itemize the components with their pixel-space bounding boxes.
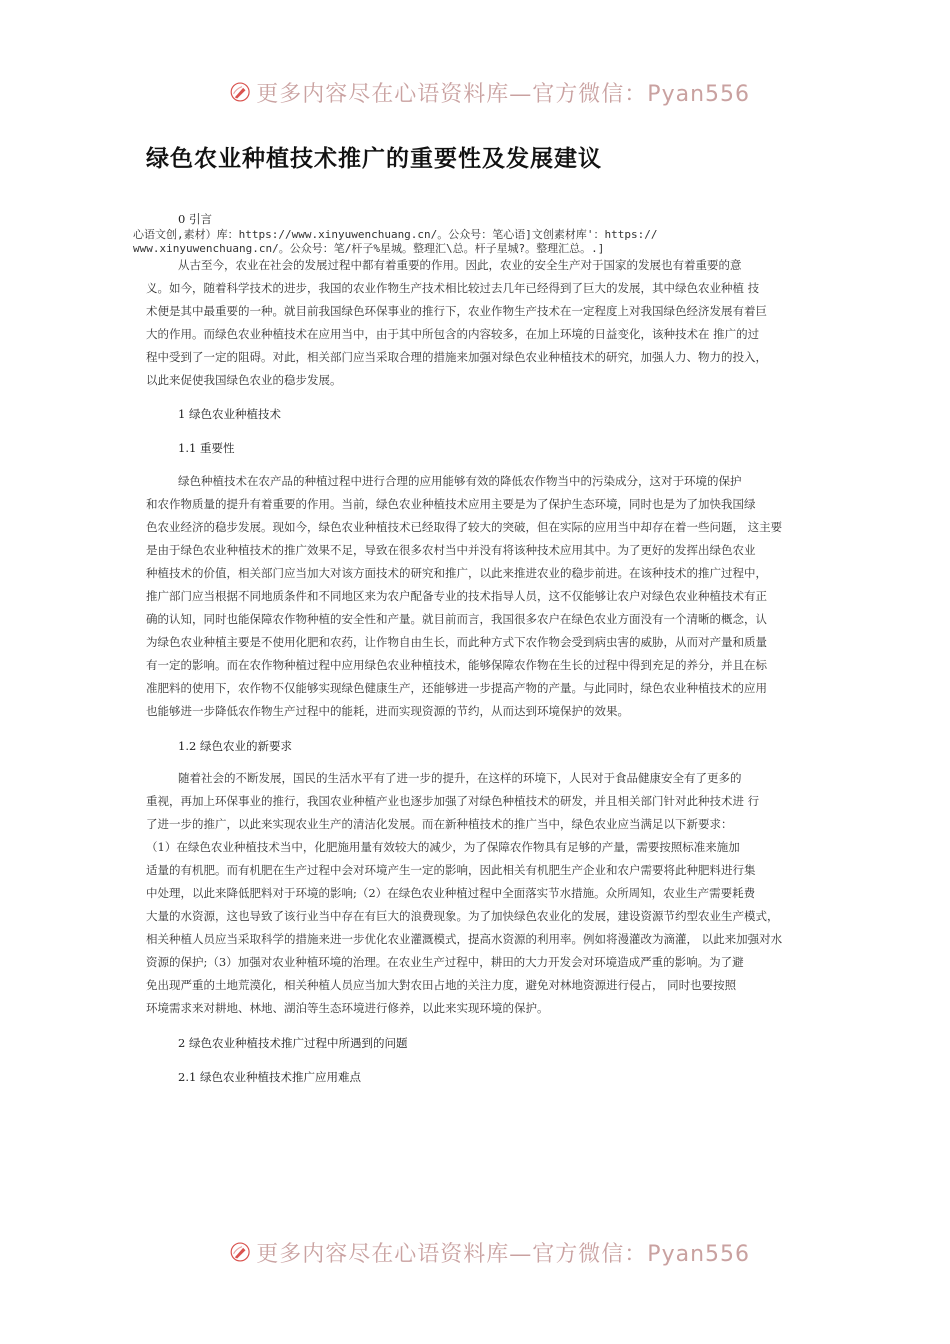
banner-text xyxy=(256,77,750,108)
document-title: 绿色农业种植技术推广的重要性及发展建议 xyxy=(146,146,602,172)
paragraph-line: （1）在绿色农业种植技术当中，化肥施用量有效较大的减少，为了保障农作物具有足够的产量，需要按照标准来施加 xyxy=(146,840,740,854)
paragraph-line: 环境需求来对耕地、林地、湖泊等生态环境进行修养，以此来实现环境的保护。 xyxy=(146,1001,549,1015)
paragraph-line: 色农业经济的稳步发展。现如今，绿色农业种植技术已经取得了较大的突破，但在实际的应用当中却存在着一些问题， 这主要 xyxy=(146,520,783,534)
watermark-line: 心语文创,素材）库：https://www.xinyuwenchuang.cn/。公众号：笔心语]文创素材库'：https:// xyxy=(133,228,658,241)
paragraph-line: 有一定的影响。而在农作物种植过程中应用绿色农业种植技术，能够保障农作物在生长的过程中得到充足的养分，并且在标 xyxy=(146,658,767,672)
footer-banner xyxy=(230,1232,750,1272)
paragraph-line: 术便是其中最重要的一种。就目前我国绿色环保事业的推行下，农业作物生产技术在一定程度上对我国绿色经济发展有着巨 xyxy=(146,304,767,318)
paragraph-line: 相关种植人员应当采取科学的措施来进一步优化农业灌溉模式，提高水资源的利用率。例如将漫灌改为滴灌， 以此来加强对水 xyxy=(146,932,783,946)
subsection-heading: 1.2 绿色农业的新要求 xyxy=(178,739,292,753)
paragraph-line: 从古至今，农业在社会的发展过程中都有着重要的作用。因此，农业的安全生产对于国家的发展也有着重要的意 xyxy=(178,258,742,272)
paragraph-line: 确的认知，同时也能保障农作物种植的安全性和产量。就目前而言，我国很多农户在绿色农业方面没有一个清晰的概念，认 xyxy=(146,612,767,626)
pen-logo-icon xyxy=(230,75,250,109)
paragraph-line: 随着社会的不断发展，国民的生活水平有了进一步的提升，在这样的环境下，人民对于食品健康安全有了更多的 xyxy=(178,771,742,785)
banner-label: 更多内容尽在心语资料库—官方微信： xyxy=(256,1241,648,1267)
paragraph-line: 免出现严重的土地荒漠化，相关种植人员应当加大對农田占地的关注力度，避免对林地资源进行侵占， 同时也要按照 xyxy=(146,978,737,992)
paragraph-line: 为绿色农业种植主要是不使用化肥和农药，让作物自由生长，而此种方式下农作物会受到病虫害的威胁，从而对产量和质量 xyxy=(146,635,767,649)
pen-logo-icon xyxy=(230,1235,250,1269)
paragraph-line: 大量的水资源，这也导致了该行业当中存在有巨大的浪费现象。为了加快绿色农业化的发展，建设资源节约型农业生产模式， xyxy=(146,909,779,923)
paragraph-line: 适量的有机肥。而有机肥在生产过程中会对环境产生一定的影响，因此相关有机肥生产企业和农户需要将此种肥料进行集 xyxy=(146,863,756,877)
header-banner xyxy=(230,72,750,112)
paragraph-line: 大的作用。而绿色农业种植技术在应用当中，由于其中所包含的内容较多，在加上环境的日益变化，该种技术在 推广的过 xyxy=(146,327,760,341)
subsection-heading: 1.1 重要性 xyxy=(178,441,235,455)
section-heading: 1 绿色农业种植技术 xyxy=(178,407,281,421)
intro-heading: 0 引言 xyxy=(178,212,212,226)
paragraph-line: 中处理，以此来降低肥料对于环境的影响;（2）在绿色农业种植过程中全面落实节水措施。众所周知，农业生产需要耗费 xyxy=(146,886,756,900)
paragraph-line: 义。如今，随着科学技术的进步，我国的农业作物生产技术相比较过去几年已经得到了巨大的发展，其中绿色农业种植 技 xyxy=(146,281,760,295)
wechat-id: Pyan556 xyxy=(647,1241,750,1267)
paragraph-line: 推广部门应当根据不同地质条件和不同地区来为农户配备专业的技术指导人员，这不仅能够让农户对绿色农业种植技术有正 xyxy=(146,589,767,603)
banner-text xyxy=(256,1237,750,1268)
section-heading: 2 绿色农业种植技术推广过程中所遇到的问题 xyxy=(178,1036,408,1050)
paragraph-line: 程中受到了一定的阻碍。对此，相关部门应当采取合理的措施来加强对绿色农业种植技术的研究，加强人力、物力的投入， xyxy=(146,350,767,364)
paragraph-line: 种植技术的价值，相关部门应当加大对该方面技术的研究和推广，以此来推进农业的稳步前进。在该种技术的推广过程中， xyxy=(146,566,767,580)
paragraph-line: 也能够进一步降低农作物生产过程中的能耗，进而实现资源的节约，从而达到环境保护的效果。 xyxy=(146,704,629,718)
paragraph-line: 和农作物质量的提升有着重要的作用。当前，绿色农业种植技术应用主要是为了保护生态环境，同时也是为了加快我国绿 xyxy=(146,497,756,511)
wechat-id: Pyan556 xyxy=(647,81,750,107)
paragraph-line: 重视，再加上环保事业的推行，我国农业种植产业也逐步加强了对绿色种植技术的研发，并且相关部门针对此种技术进 行 xyxy=(146,794,760,808)
subsection-heading: 2.1 绿色农业种植技术推广应用难点 xyxy=(178,1070,361,1084)
banner-label: 更多内容尽在心语资料库—官方微信： xyxy=(256,81,648,107)
paragraph-line: 准肥料的使用下，农作物不仅能够实现绿色健康生产，还能够进一步提高产物的产量。与此同时，绿色农业种植技术的应用 xyxy=(146,681,767,695)
paragraph-line: 是由于绿色农业种植技术的推广效果不足，导致在很多农村当中并没有将该种技术应用其中。为了更好的发挥出绿色农业 xyxy=(146,543,756,557)
paragraph-line: 绿色种植技术在农产品的种植过程中进行合理的应用能够有效的降低农作物当中的污染成分，这对于环境的保护 xyxy=(178,474,742,488)
paragraph-line: 以此来促使我国绿色农业的稳步发展。 xyxy=(146,373,342,387)
watermark-line: www.xinyuwenchuang.cn/。公众号：笔/杆子%星城。整理汇\总。杆子星城?。整理汇总。.] xyxy=(133,242,605,255)
paragraph-line: 了进一步的推广，以此来实现农业生产的清洁化发展。而在新种植技术的推广当中，绿色农业应当满足以下新要求： xyxy=(146,817,733,831)
paragraph-line: 资源的保护;（3）加强对农业种植环境的治理。在农业生产过程中，耕田的大力开发会对环境造成严重的影响。为了避 xyxy=(146,955,744,969)
